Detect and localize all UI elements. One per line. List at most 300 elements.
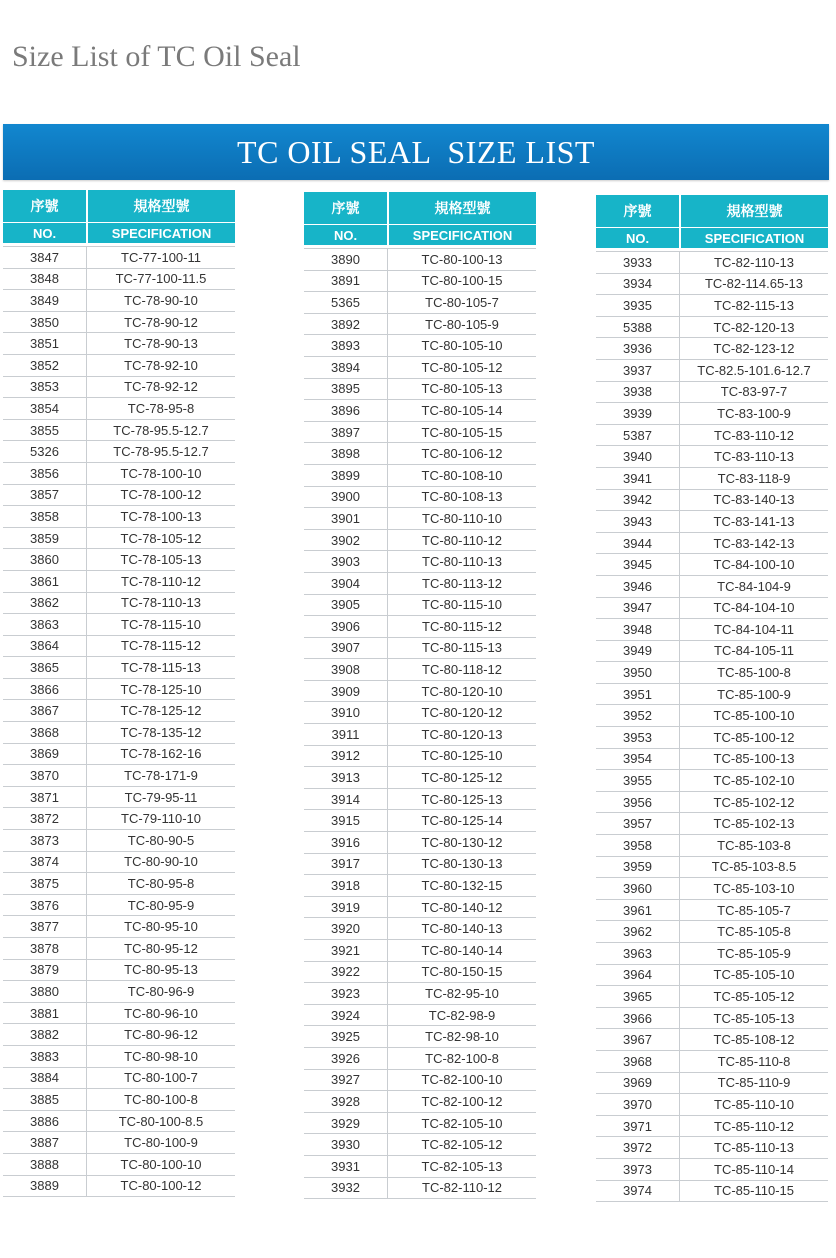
table-row [596, 662, 828, 684]
table-row [596, 1116, 828, 1138]
table-row [304, 595, 536, 617]
table-row [3, 852, 235, 874]
header-no-cn: 序號 [3, 190, 88, 222]
table-row [596, 511, 828, 533]
row-number: 3908 [304, 659, 388, 680]
row-specification: TC-80-115-12 [422, 618, 502, 634]
row-number: 3889 [3, 1176, 87, 1197]
row-number: 3860 [3, 549, 87, 570]
row-number: 3866 [3, 679, 87, 700]
row-number: 3913 [304, 767, 388, 788]
row-specification: TC-78-100-13 [120, 508, 202, 524]
table-row [304, 832, 536, 854]
row-number: 3900 [304, 487, 388, 508]
row-specification: TC-80-105-15 [421, 424, 503, 440]
row-number: 3951 [596, 684, 680, 705]
row-specification: TC-80-130-12 [421, 834, 503, 850]
row-specification: TC-85-110-12 [714, 1118, 794, 1134]
row-specification: TC-85-100-8 [717, 665, 791, 681]
row-number: 3855 [3, 420, 87, 441]
row-specification: TC-78-110-13 [121, 595, 201, 611]
row-specification: TC-80-125-12 [421, 770, 503, 786]
row-specification: TC-80-96-9 [127, 983, 195, 999]
row-specification: TC-85-110-10 [714, 1096, 794, 1112]
row-number: 3875 [3, 873, 87, 894]
table-row [304, 810, 536, 832]
row-specification: TC-82-100-10 [421, 1072, 503, 1088]
row-specification: TC-78-105-13 [120, 552, 202, 568]
row-number: 3879 [3, 960, 87, 981]
row-number: 3867 [3, 700, 87, 721]
table-row [596, 1094, 828, 1116]
row-number: 3929 [304, 1113, 388, 1134]
row-number: 3890 [304, 249, 388, 270]
row-number: 5326 [3, 441, 87, 462]
row-specification: TC-84-104-10 [713, 600, 795, 616]
row-specification: TC-82-110-12 [422, 1180, 502, 1196]
row-number: 3949 [596, 641, 680, 662]
row-number: 3857 [3, 485, 87, 506]
table-row [3, 1154, 235, 1176]
row-number: 3939 [596, 403, 680, 424]
table-row [304, 702, 536, 724]
row-specification: TC-85-100-12 [713, 729, 795, 745]
row-number: 3937 [596, 360, 680, 381]
row-number: 3863 [3, 614, 87, 635]
row-number: 3969 [596, 1073, 680, 1094]
row-number: 3948 [596, 619, 680, 640]
row-specification: TC-82-98-10 [425, 1029, 499, 1045]
table-row [596, 792, 828, 814]
row-number: 3922 [304, 962, 388, 983]
row-number: 3925 [304, 1026, 388, 1047]
row-specification: TC-80-95-9 [127, 897, 195, 913]
table-row [304, 1091, 536, 1113]
row-specification: TC-78-95.5-12.7 [113, 422, 209, 438]
row-number: 3931 [304, 1156, 388, 1177]
table-row [304, 379, 536, 401]
table-row [596, 921, 828, 943]
table-row [3, 722, 235, 744]
header-no-cn: 序號 [596, 195, 681, 227]
table-row [304, 681, 536, 703]
header-spec-cn: 規格型號 [389, 192, 536, 224]
row-number: 3852 [3, 355, 87, 376]
row-specification: TC-80-106-12 [421, 446, 503, 462]
row-number: 3974 [596, 1181, 680, 1202]
row-specification: TC-80-90-5 [127, 832, 195, 848]
row-specification: TC-78-125-10 [120, 681, 202, 697]
table-row [304, 551, 536, 573]
page-title: Size List of TC Oil Seal [12, 40, 301, 73]
row-specification: TC-83-97-7 [720, 384, 788, 400]
table-row [596, 857, 828, 879]
row-specification: TC-78-100-12 [120, 487, 202, 503]
table-row [596, 965, 828, 987]
size-table-2 [304, 192, 536, 1199]
row-specification: TC-85-103-8 [717, 837, 791, 853]
row-specification: TC-80-100-8.5 [118, 1113, 204, 1129]
row-specification: TC-80-105-14 [421, 402, 503, 418]
table-row [304, 746, 536, 768]
table-header [304, 192, 536, 245]
row-number: 3954 [596, 749, 680, 770]
row-specification: TC-80-98-10 [124, 1048, 198, 1064]
table-row [304, 422, 536, 444]
row-number: 3961 [596, 900, 680, 921]
row-specification: TC-85-105-13 [713, 1010, 795, 1026]
table-row [3, 333, 235, 355]
row-number: 3901 [304, 508, 388, 529]
row-number: 3896 [304, 400, 388, 421]
row-number: 3858 [3, 506, 87, 527]
table-row [304, 1156, 536, 1178]
row-number: 3859 [3, 528, 87, 549]
table-row [304, 400, 536, 422]
table-row [304, 897, 536, 919]
table-header [3, 190, 235, 243]
row-specification: TC-82.5-101.6-12.7 [697, 362, 811, 378]
row-specification: TC-78-115-10 [121, 616, 201, 632]
row-specification: TC-80-96-12 [124, 1027, 198, 1043]
row-specification: TC-80-105-13 [421, 381, 503, 397]
row-number: 3870 [3, 765, 87, 786]
row-specification: TC-82-100-8 [425, 1050, 499, 1066]
row-number: 3904 [304, 573, 388, 594]
row-specification: TC-80-130-13 [421, 856, 503, 872]
row-number: 5365 [304, 292, 388, 313]
row-number: 3962 [596, 921, 680, 942]
row-number: 3874 [3, 852, 87, 873]
row-specification: TC-80-150-15 [421, 964, 503, 980]
row-number: 3932 [304, 1178, 388, 1199]
row-specification: TC-78-105-12 [120, 530, 202, 546]
table-row [3, 506, 235, 528]
row-specification: TC-80-96-10 [124, 1005, 198, 1021]
row-number: 3938 [596, 382, 680, 403]
row-specification: TC-85-103-8.5 [711, 859, 797, 875]
row-number: 3965 [596, 986, 680, 1007]
row-specification: TC-80-105-12 [421, 359, 503, 375]
row-number: 3921 [304, 940, 388, 961]
row-number: 3936 [596, 338, 680, 359]
row-number: 3956 [596, 792, 680, 813]
table-row [596, 770, 828, 792]
table-row [304, 487, 536, 509]
table-row [3, 657, 235, 679]
row-number: 3959 [596, 857, 680, 878]
table-body [304, 248, 536, 1199]
row-specification: TC-82-110-13 [714, 254, 794, 270]
row-number: 3950 [596, 662, 680, 683]
row-specification: TC-83-110-12 [714, 427, 794, 443]
row-number: 3880 [3, 981, 87, 1002]
row-specification: TC-80-105-10 [421, 338, 503, 354]
row-number: 3902 [304, 530, 388, 551]
row-number: 3909 [304, 681, 388, 702]
table-row [596, 705, 828, 727]
row-specification: TC-80-100-10 [120, 1156, 202, 1172]
table-row [304, 983, 536, 1005]
table-row [3, 571, 235, 593]
row-specification: TC-85-102-13 [713, 816, 795, 832]
table-row [3, 1068, 235, 1090]
row-number: 3871 [3, 787, 87, 808]
row-number: 3963 [596, 943, 680, 964]
table-row [3, 312, 235, 334]
size-table-3 [596, 195, 828, 1202]
row-specification: TC-78-162-16 [120, 746, 202, 762]
row-number: 3898 [304, 443, 388, 464]
row-specification: TC-83-140-13 [713, 492, 795, 508]
row-number: 3916 [304, 832, 388, 853]
row-number: 3899 [304, 465, 388, 486]
table-row [304, 1178, 536, 1200]
row-number: 3955 [596, 770, 680, 791]
table-row [596, 684, 828, 706]
table-row [3, 1046, 235, 1068]
row-number: 3928 [304, 1091, 388, 1112]
row-specification: TC-82-100-12 [421, 1093, 503, 1109]
row-specification: TC-78-95-8 [127, 400, 195, 416]
table-row [304, 1113, 536, 1135]
row-specification: TC-80-118-12 [422, 662, 502, 678]
table-row [3, 916, 235, 938]
table-row [596, 1073, 828, 1095]
row-specification: TC-82-123-12 [713, 341, 795, 357]
row-specification: TC-82-98-9 [428, 1007, 496, 1023]
row-number: 3848 [3, 269, 87, 290]
row-specification: TC-85-102-10 [713, 773, 795, 789]
row-specification: TC-80-120-12 [421, 705, 503, 721]
row-specification: TC-80-110-13 [422, 554, 502, 570]
row-number: 3850 [3, 312, 87, 333]
table-row [3, 981, 235, 1003]
table-row [3, 787, 235, 809]
row-number: 3887 [3, 1132, 87, 1153]
table-row [304, 292, 536, 314]
table-row [3, 463, 235, 485]
row-specification: TC-85-100-9 [717, 686, 791, 702]
row-number: 3869 [3, 744, 87, 765]
row-number: 3924 [304, 1005, 388, 1026]
header-spec-en: SPECIFICATION [88, 223, 235, 243]
row-number: 3877 [3, 916, 87, 937]
table-row [3, 549, 235, 571]
row-number: 3940 [596, 446, 680, 467]
table-row [596, 1181, 828, 1203]
row-number: 3973 [596, 1159, 680, 1180]
row-number: 3881 [3, 1003, 87, 1024]
row-specification: TC-80-95-13 [124, 962, 198, 978]
row-specification: TC-80-100-13 [421, 251, 503, 267]
row-number: 3862 [3, 593, 87, 614]
table-row [596, 641, 828, 663]
row-number: 3952 [596, 705, 680, 726]
table-row [3, 1176, 235, 1198]
table-row [596, 813, 828, 835]
row-specification: TC-78-115-12 [121, 638, 201, 654]
row-specification: TC-78-125-12 [120, 703, 202, 719]
table-row [3, 593, 235, 615]
table-row [304, 962, 536, 984]
row-specification: TC-80-120-10 [421, 683, 503, 699]
row-number: 5388 [596, 317, 680, 338]
row-specification: TC-80-105-9 [425, 316, 499, 332]
table-row [596, 554, 828, 576]
table-row [304, 357, 536, 379]
table-row [3, 1024, 235, 1046]
row-number: 3958 [596, 835, 680, 856]
table-row [304, 940, 536, 962]
row-specification: TC-80-125-14 [421, 813, 503, 829]
row-number: 3970 [596, 1094, 680, 1115]
row-specification: TC-80-120-13 [421, 726, 503, 742]
table-row [3, 700, 235, 722]
row-specification: TC-84-105-11 [714, 643, 794, 659]
row-specification: TC-78-90-12 [124, 314, 198, 330]
row-number: 3957 [596, 813, 680, 834]
header-spec-cn: 規格型號 [88, 190, 235, 222]
row-specification: TC-77-100-11 [121, 249, 201, 265]
row-number: 3895 [304, 379, 388, 400]
table-row [596, 1159, 828, 1181]
header-spec-cn: 規格型號 [681, 195, 828, 227]
row-number: 3930 [304, 1134, 388, 1155]
row-specification: TC-80-125-13 [421, 791, 503, 807]
row-specification: TC-80-140-14 [421, 942, 503, 958]
row-number: 3942 [596, 490, 680, 511]
table-row [596, 446, 828, 468]
row-specification: TC-84-104-11 [714, 621, 794, 637]
table-row [304, 271, 536, 293]
row-number: 3878 [3, 938, 87, 959]
row-number: 3972 [596, 1137, 680, 1158]
table-row [596, 900, 828, 922]
table-row [596, 360, 828, 382]
row-number: 3914 [304, 789, 388, 810]
row-number: 3933 [596, 252, 680, 273]
table-row [596, 835, 828, 857]
row-number: 3967 [596, 1029, 680, 1050]
row-number: 3960 [596, 878, 680, 899]
table-row [3, 938, 235, 960]
table-row [304, 530, 536, 552]
table-body [3, 246, 235, 1197]
row-specification: TC-80-125-10 [421, 748, 503, 764]
header-no-en: NO. [304, 225, 389, 245]
row-number: 3903 [304, 551, 388, 572]
row-specification: TC-78-100-10 [120, 465, 202, 481]
row-specification: TC-85-103-10 [713, 881, 795, 897]
row-specification: TC-82-115-13 [714, 297, 794, 313]
row-specification: TC-80-95-10 [124, 919, 198, 935]
row-number: 3861 [3, 571, 87, 592]
row-number: 3918 [304, 875, 388, 896]
row-specification: TC-78-90-10 [124, 292, 198, 308]
table-row [596, 576, 828, 598]
row-specification: TC-82-114.65-13 [704, 276, 804, 292]
row-number: 3919 [304, 897, 388, 918]
row-number: 3894 [304, 357, 388, 378]
table-row [304, 875, 536, 897]
row-specification: TC-83-141-13 [713, 513, 795, 529]
row-specification: TC-78-135-12 [120, 724, 202, 740]
table-row [3, 420, 235, 442]
row-number: 3943 [596, 511, 680, 532]
row-specification: TC-79-110-10 [121, 811, 201, 827]
row-specification: TC-85-110-13 [714, 1140, 794, 1156]
table-row [304, 659, 536, 681]
table-row [596, 251, 828, 274]
row-specification: TC-78-90-13 [124, 336, 198, 352]
row-specification: TC-80-100-9 [124, 1135, 198, 1151]
table-row [304, 638, 536, 660]
table-row [3, 1089, 235, 1111]
row-specification: TC-82-105-10 [421, 1115, 503, 1131]
table-row [304, 1134, 536, 1156]
table-row [3, 290, 235, 312]
row-specification: TC-78-95.5-12.7 [113, 444, 209, 460]
row-number: 3934 [596, 274, 680, 295]
row-number: 3892 [304, 314, 388, 335]
table-row [3, 895, 235, 917]
row-specification: TC-80-115-10 [422, 597, 502, 613]
row-number: 3853 [3, 377, 87, 398]
table-row [596, 727, 828, 749]
table-row [3, 765, 235, 787]
row-number: 3945 [596, 554, 680, 575]
row-number: 3886 [3, 1111, 87, 1132]
row-number: 3883 [3, 1046, 87, 1067]
table-body [596, 251, 828, 1202]
table-row [3, 269, 235, 291]
row-specification: TC-78-92-10 [124, 357, 198, 373]
table-row [596, 943, 828, 965]
table-row [304, 465, 536, 487]
header-spec-en: SPECIFICATION [389, 225, 536, 245]
table-row [3, 246, 235, 269]
row-specification: TC-85-110-9 [717, 1075, 791, 1091]
row-specification: TC-80-95-8 [127, 876, 195, 892]
row-specification: TC-78-171-9 [124, 768, 198, 784]
row-specification: TC-80-110-10 [422, 510, 502, 526]
row-number: 3927 [304, 1070, 388, 1091]
table-row [596, 1029, 828, 1051]
row-specification: TC-82-95-10 [425, 985, 499, 1001]
row-specification: TC-82-120-13 [713, 319, 795, 335]
row-number: 3971 [596, 1116, 680, 1137]
table-row [596, 468, 828, 490]
table-row [304, 508, 536, 530]
table-row [596, 490, 828, 512]
table-row [3, 679, 235, 701]
row-specification: TC-77-100-11.5 [115, 271, 207, 287]
table-row [3, 636, 235, 658]
row-specification: TC-78-110-12 [121, 573, 201, 589]
row-specification: TC-79-95-11 [124, 789, 198, 805]
row-specification: TC-85-105-7 [717, 902, 791, 918]
table-row [3, 1003, 235, 1025]
row-specification: TC-80-140-12 [421, 899, 503, 915]
table-row [596, 382, 828, 404]
table-row [304, 918, 536, 940]
table-row [596, 986, 828, 1008]
row-number: 3847 [3, 247, 87, 268]
table-row [304, 1070, 536, 1092]
table-row [3, 398, 235, 420]
row-specification: TC-78-92-12 [124, 379, 198, 395]
